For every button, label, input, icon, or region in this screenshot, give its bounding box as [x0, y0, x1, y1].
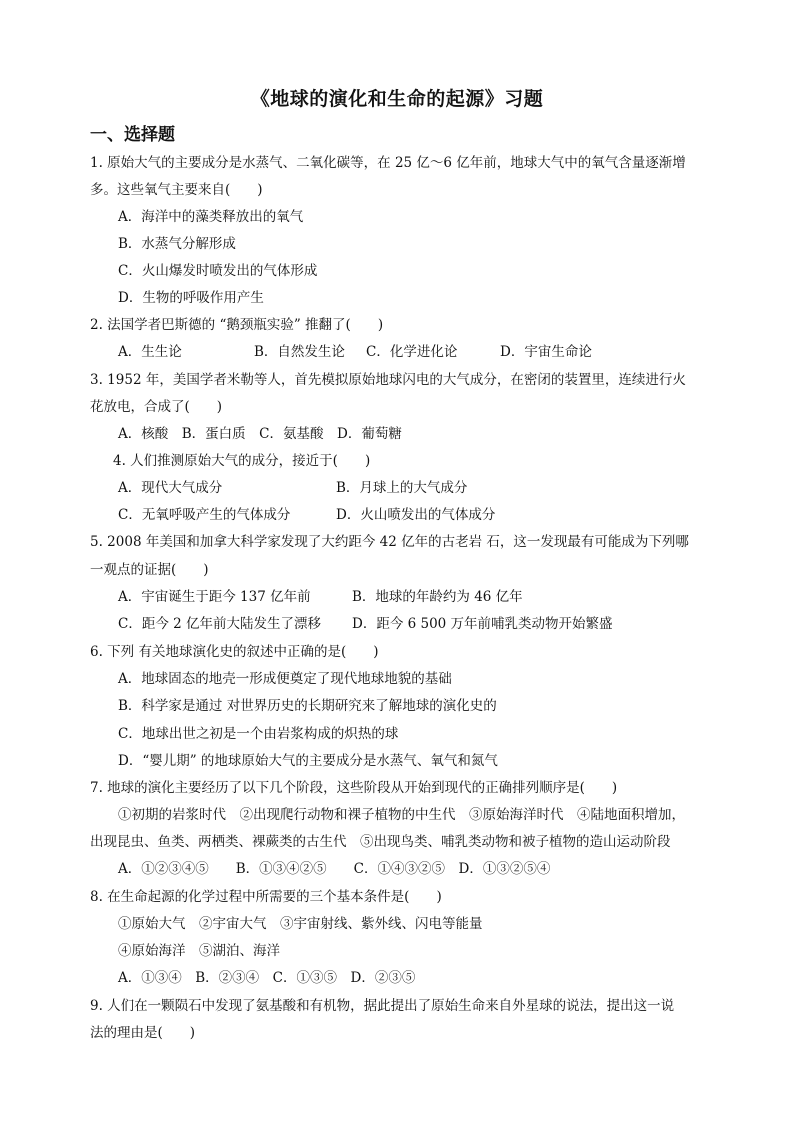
question-1-stem: 1. 原始大气的主要成分是水蒸气、二氧化碳等，在 25 亿～6 亿年前，地球大气中的氧气含量逐渐增 — [90, 155, 686, 171]
page-title: 《地球的演化和生命的起源》习题 — [250, 88, 544, 110]
question-9-stem-cont: 法的理由是( ) — [90, 1025, 196, 1041]
question-8-items-cont: ④原始海洋 ⑤湖泊、海洋 — [118, 943, 280, 959]
question-2-option-a: A．生生论 — [118, 344, 182, 360]
question-2-option-c: C．化学进化论 — [366, 344, 458, 360]
question-1-option-a: A．海洋中的藻类释放出的氧气 — [118, 209, 304, 225]
question-7-items-cont: 出现昆虫、鱼类、两栖类、裸蕨类的古生代 ⑤出现鸟类、哺乳类动物和被子植物的造山运动阶段 — [90, 834, 671, 850]
question-3-options: A．核酸 B．蛋白质 C．氨基酸 D．葡萄糖 — [118, 426, 402, 442]
question-1-stem-cont: 多。这些氧气主要来自( ) — [90, 182, 263, 198]
question-6-stem: 6. 下列 有关地球演化史的叙述中正确的是( ) — [90, 644, 379, 660]
question-8-options: A．①③④ B．②③④ C．①③⑤ D．②③⑤ — [118, 970, 416, 986]
question-4-option-b: B．月球上的大气成分 — [336, 480, 468, 496]
question-8-items: ①原始大气 ②宇宙大气 ③宇宙射线、紫外线、闪电等能量 — [118, 916, 483, 932]
question-4-stem: 4. 人们推测原始大气的成分，接近于( ) — [113, 453, 371, 469]
question-4-option-c: C．无氧呼吸产生的气体成分 — [118, 507, 291, 523]
question-2-stem: 2. 法国学者巴斯德的 “鹅颈瓶实验” 推翻了( ) — [90, 317, 384, 333]
question-7-stem: 7. 地球的演化主要经历了以下几个阶段，这些阶段从开始到现代的正确排列顺序是( ) — [90, 780, 618, 796]
question-4-option-d: D．火山喷发出的气体成分 — [336, 507, 496, 523]
question-5-option-c: C．距今 2 亿年前大陆发生了漂移 — [118, 616, 322, 632]
question-1-option-d: D．生物的呼吸作用产生 — [118, 290, 264, 306]
question-3-stem: 3. 1952 年，美国学者米勒等人，首先模拟原始地球闪电的大气成分，在密闭的装置里，连续进行火 — [90, 372, 686, 388]
question-2-option-b: B．自然发生论 — [254, 344, 345, 360]
question-6-option-d: D．“婴儿期” 的地球原始大气的主要成分是水蒸气、氧气和氮气 — [118, 753, 498, 769]
section-heading: 一、选择题 — [90, 125, 175, 145]
question-4-option-a: A．现代大气成分 — [118, 480, 223, 496]
question-9-stem: 9. 人们在一颗陨石中发现了氨基酸和有机物，据此提出了原始生命来自外星球的说法，提出这一说 — [90, 998, 675, 1014]
question-6-option-b: B．科学家是通过 对世界历史的长期研究来了解地球的演化史的 — [118, 698, 497, 714]
question-7-options: A．①②③④⑤ B．①③④②⑤ C．①④③②⑤ D．①③②⑤④ — [118, 861, 551, 877]
question-8-stem: 8. 在生命起源的化学过程中所需要的三个基本条件是( ) — [90, 889, 442, 905]
question-1-option-b: B．水蒸气分解形成 — [118, 236, 236, 252]
question-5-option-b: B．地球的年龄约为 46 亿年 — [352, 589, 523, 605]
question-5-stem: 5. 2008 年美国和加拿大科学家发现了大约距今 42 亿年的古老岩 石，这一发现最有可能成为下列哪 — [90, 534, 689, 550]
question-6-option-a: A．地球固态的地壳一形成便奠定了现代地球地貌的基础 — [118, 671, 452, 687]
question-5-option-a: A．宇宙诞生于距今 137 亿年前 — [118, 589, 311, 605]
question-7-items: ①初期的岩浆时代 ②出现爬行动物和裸子植物的中生代 ③原始海洋时代 ④陆地面积增加， — [118, 807, 685, 823]
question-5-stem-cont: 一观点的证据( ) — [90, 562, 209, 578]
question-2-option-d: D．宇宙生命论 — [500, 344, 592, 360]
question-3-stem-cont: 花放电，合成了( ) — [90, 399, 223, 415]
question-6-option-c: C．地球出世之初是一个由岩浆构成的炽热的球 — [118, 726, 399, 742]
question-1-option-c: C．火山爆发时喷发出的气体形成 — [118, 263, 318, 279]
question-5-option-d: D．距今 6 500 万年前哺乳类动物开始繁盛 — [352, 616, 613, 632]
